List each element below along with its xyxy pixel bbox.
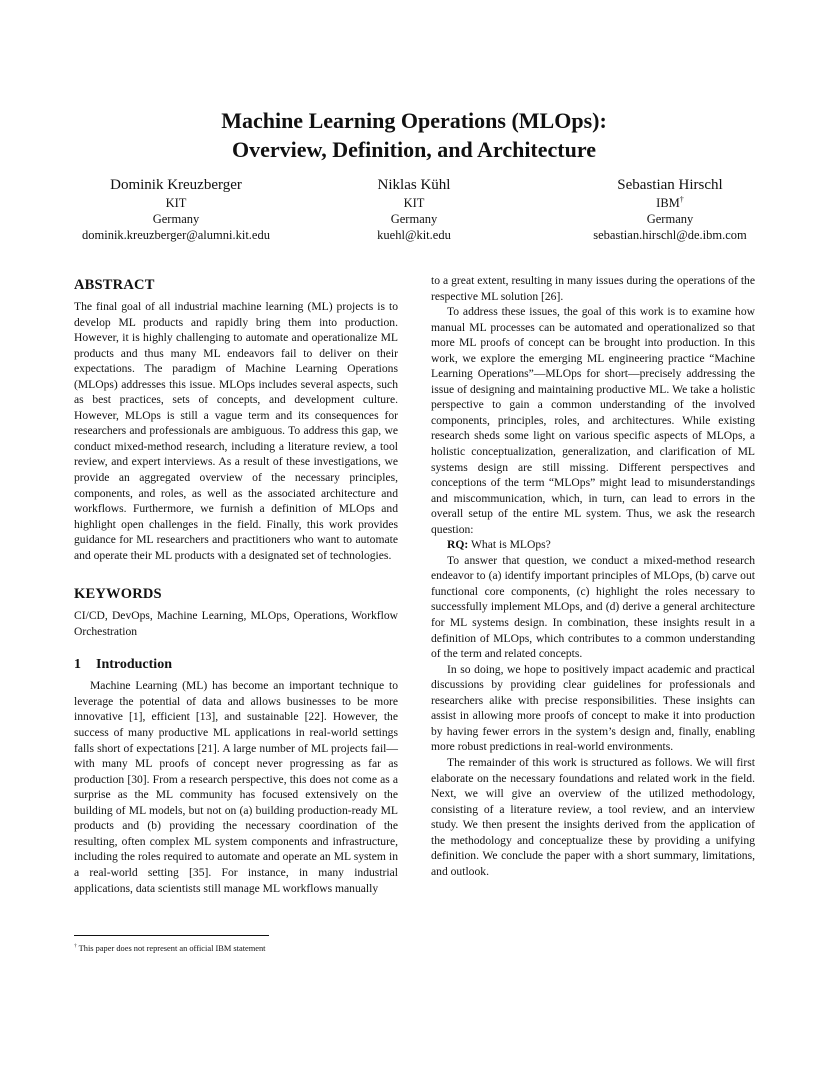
intro-paragraph-4: In so doing, we hope to positively impact academic and practical discussions by providing clear guidelines for professionals and researchers alike with precise responsibilities. These insights can assist in allowing more proofs of concept to make it into production by having fewer errors in the system’s design and, finally, enabling more robust predictions in real-world environments. [431, 662, 755, 754]
footnote-mark: † [74, 943, 77, 950]
right-column [431, 273, 755, 879]
intro-paragraph-5: The remainder of this work is structured as follows. We will first elaborate on the necessary foundations and related work in the field. Next, we will give an overview of the utilized methodology, consisting of a literature review, a tool review, and an interview study. We then present the insights derived from the application of the methodology and conceptualize these by providing a unifying definition. We conclude the paper with a short summary, limitations, and outlook. [431, 755, 755, 878]
footnote-marker: † [679, 194, 684, 204]
abstract-heading: ABSTRACT [74, 277, 155, 293]
author-affiliation: KIT [403, 196, 425, 210]
intro-paragraph-2: To address these issues, the goal of this work is to examine how manual ML processes can be automated and operationalized so that more ML proofs of concept can be brought into production. In this work, we explore the emerging ML engineering practice “Machine Learning Operations”—MLOps for short—precisely addressing the issue of designing and maintaining productive ML. We take a holistic perspective to gain a common understanding of the involved components, principles, roles, and architectures. While existing research sheds some light on various specific aspects of MLOps, a holistic conceptualization, generalization, and clarification of ML systems design are still missing. Different perspectives and conceptions of the term “MLOps” might lead to misunderstandings and miscommunication, which, in turn, can lead to errors in the overall setup of the entire ML system. Thus, we ask the research question: [431, 305, 755, 536]
section-number: 1 [74, 657, 81, 673]
research-question [431, 537, 755, 553]
intro-paragraph-1: Machine Learning (ML) has become an important technique to leverage the potential of data and allows businesses to be more innovative [1], efficient [13], and sustainable [22]. However, the success of many productive ML applications in real-world settings falls short of expectations [21]. A large number of ML projects fail—with many ML proofs of concept never progressing as far as production [30]. From a research perspective, this does not come as a surprise as the ML community has focused extensively on the building of ML models, but not on (a) building production-ready ML products and (b) providing the necessary coordination of the resulting, often complex ML system components and infrastructure, including the roles required to automate and operate an ML system in a real-world setting [35]. For instance, in many industrial applications, data scientists still manage ML workflows manually [74, 679, 398, 895]
introduction-heading [74, 655, 398, 675]
paper-title [0, 106, 828, 164]
rq-label: RQ: [447, 538, 469, 552]
section-title: Introduction [96, 657, 172, 673]
footnote-divider [74, 935, 269, 936]
rq-text: What is MLOps? [470, 538, 551, 552]
footnote [74, 943, 289, 954]
author-affiliation: KIT [165, 196, 187, 210]
keywords-heading: KEYWORDS [74, 586, 162, 603]
title-line-2: Overview, Definition, and Architecture [232, 137, 596, 162]
left-column [74, 270, 398, 896]
author-country: Germany [390, 212, 438, 226]
author-email[interactable]: sebastian.hirschl@de.ibm.com [593, 228, 747, 242]
author-name: Dominik Kreuzberger [110, 177, 242, 193]
abstract-text: The final goal of all industrial machine learning (ML) projects is to develop ML products and rapidly bring them into production. However, it is highly challenging to automate and operationalize ML products and thus many ML endeavors fail to deliver on their expectations. The paradigm of Machine Learning Operations (MLOps) addresses this issue. MLOps includes several aspects, such as best practices, sets of concepts, and development culture. However, MLOps is still a vague term and its consequences for researchers and professionals are ambiguous. To address this gap, we conduct mixed-method research, including a literature review, a tool review, and expert interviews. As a result of these investigations, we provide an aggregated overview of the necessary principles, components, and roles, as well as the associated architecture and workflows. Furthermore, we furnish a definition of MLOps and highlight open challenges in the field. Finally, this work provides guidance for ML researchers and practitioners who want to automate and operate their ML products with a designated set of technologies. [74, 300, 398, 562]
footnote-text: This paper does not represent an official IBM statement [78, 944, 266, 953]
author-block-2 [289, 175, 539, 243]
author-country: Germany [646, 212, 694, 226]
author-affiliation-line [545, 195, 795, 211]
keywords-text: CI/CD, DevOps, Machine Learning, MLOps, Operations, Workflow Orchestration [74, 609, 398, 638]
author-country: Germany [152, 212, 200, 226]
author-block-3 [545, 175, 795, 243]
intro-paragraph-3: To answer that question, we conduct a mixed-method research endeavor to (a) identify important principles of MLOps, (b) carve out functional core components, (c) highlight the roles necessary to successfully implement MLOps, and (d) derive a general architecture for ML systems design. In combination, these insights result in a definition of MLOps, which contributes to a common understanding of the term and related concepts. [431, 553, 755, 661]
title-line-1: Machine Learning Operations (MLOps): [221, 108, 607, 133]
author-name: Sebastian Hirschl [617, 177, 723, 193]
author-name: Niklas Kühl [377, 177, 451, 193]
author-block-1 [51, 175, 301, 243]
author-email[interactable]: kuehl@kit.edu [377, 228, 451, 242]
author-email[interactable]: dominik.kreuzberger@alumni.kit.edu [82, 228, 270, 242]
author-affiliation: IBM [656, 196, 680, 210]
intro-paragraph-1-continued: to a great extent, resulting in many issues during the operations of the respective ML solution [26]. [431, 274, 755, 303]
